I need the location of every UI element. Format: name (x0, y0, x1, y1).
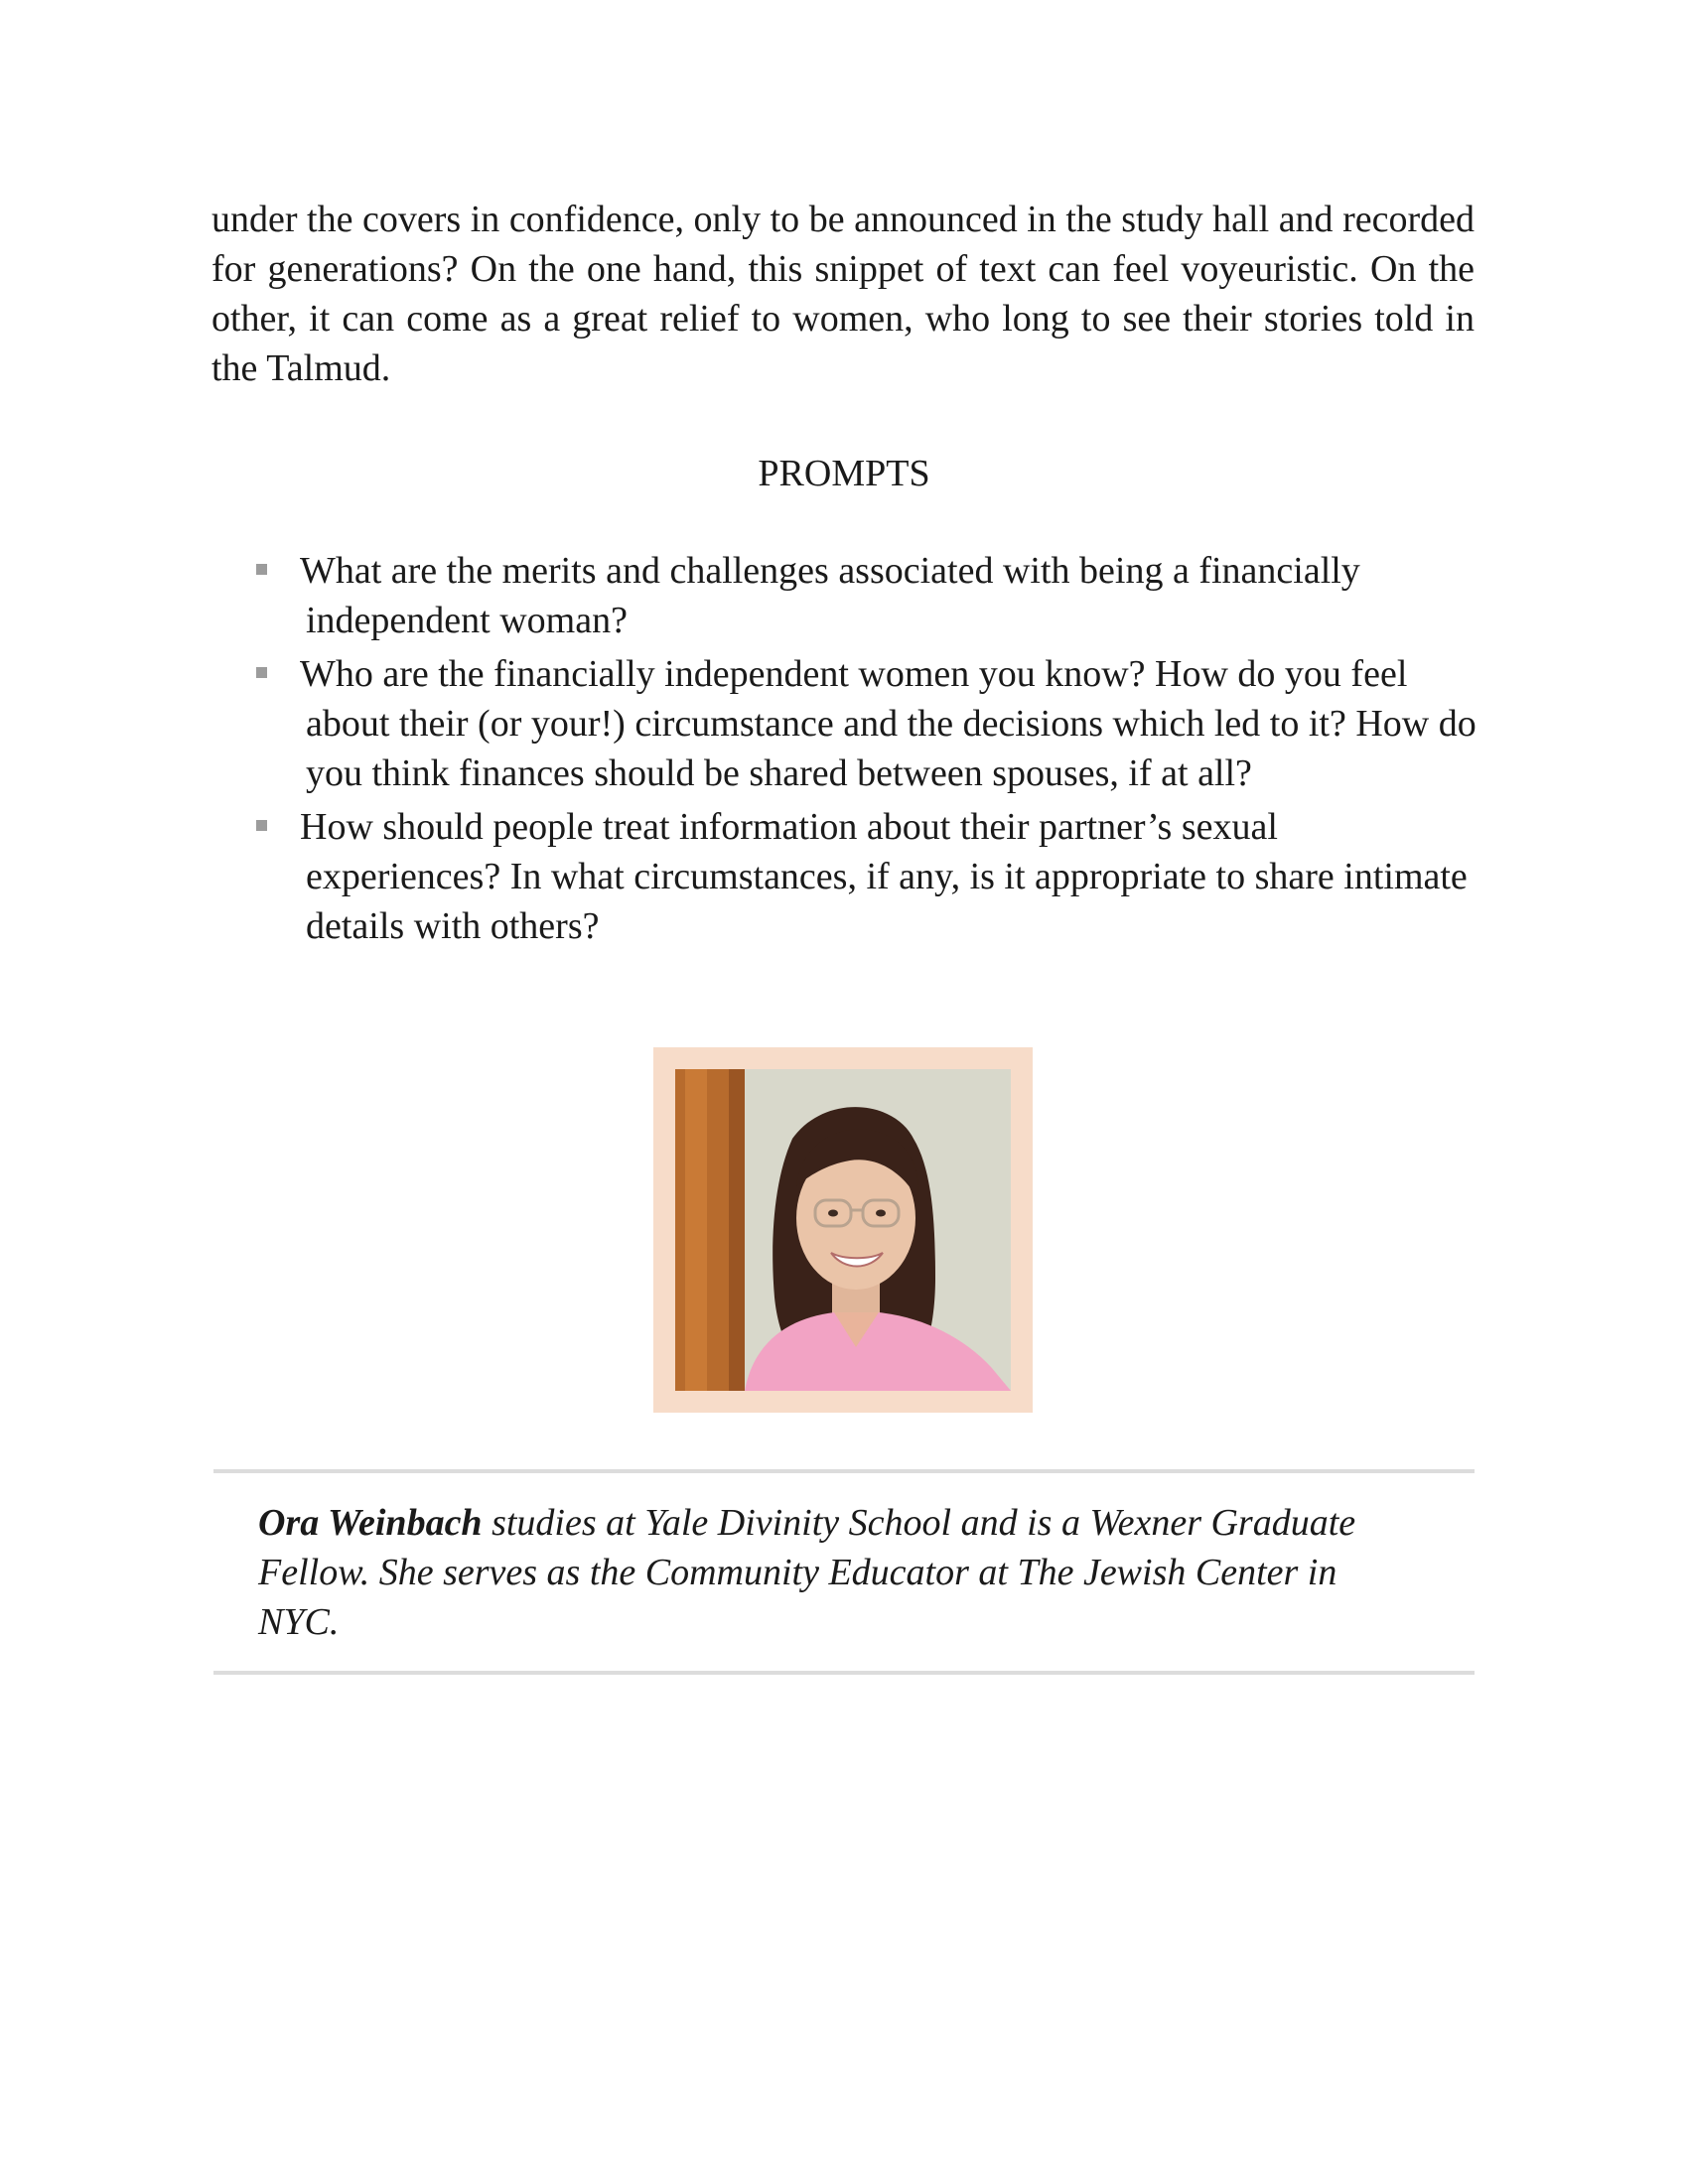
prompt-text: Who are the financially independent women you know? How do you feel about their (or your!) circumstance and the decisions which led to it? How do you think finances should be shared between spouses, if at all? (300, 653, 1477, 794)
prompt-text: How should people treat information about their partner’s sexual experiences? In what circumstances, if any, is it appropriate to share intimate details with others? (300, 806, 1468, 947)
author-portrait (675, 1069, 1011, 1391)
prompts-heading: PROMPTS (758, 453, 930, 494)
author-portrait-frame (653, 1047, 1033, 1413)
square-bullet-icon (256, 564, 267, 575)
prompt-item (256, 546, 1477, 645)
bio-bottom-divider (213, 1671, 1475, 1675)
square-bullet-icon (256, 820, 267, 831)
bio-top-divider (213, 1469, 1475, 1473)
prompt-text: What are the merits and challenges associated with being a financially independent woman? (300, 550, 1360, 641)
square-bullet-icon (256, 667, 267, 678)
intro-paragraph: under the covers in confidence, only to be announced in the study hall and recorded for generations? On the one hand, this snippet of text can feel voyeuristic. On the other, it can come as a great relief to women, who long to see their stories told in the Talmud. (211, 199, 1475, 389)
prompt-item (256, 649, 1477, 798)
prompt-item (256, 802, 1477, 951)
author-bio-text: studies at Yale Divinity School and is a Wexner Graduate Fellow. She serves as the Community Educator at The Jewish Center in NYC. (258, 1502, 1356, 1643)
prompt-list (256, 546, 1477, 955)
author-bio (258, 1498, 1390, 1647)
author-name: Ora Weinbach (258, 1502, 483, 1544)
